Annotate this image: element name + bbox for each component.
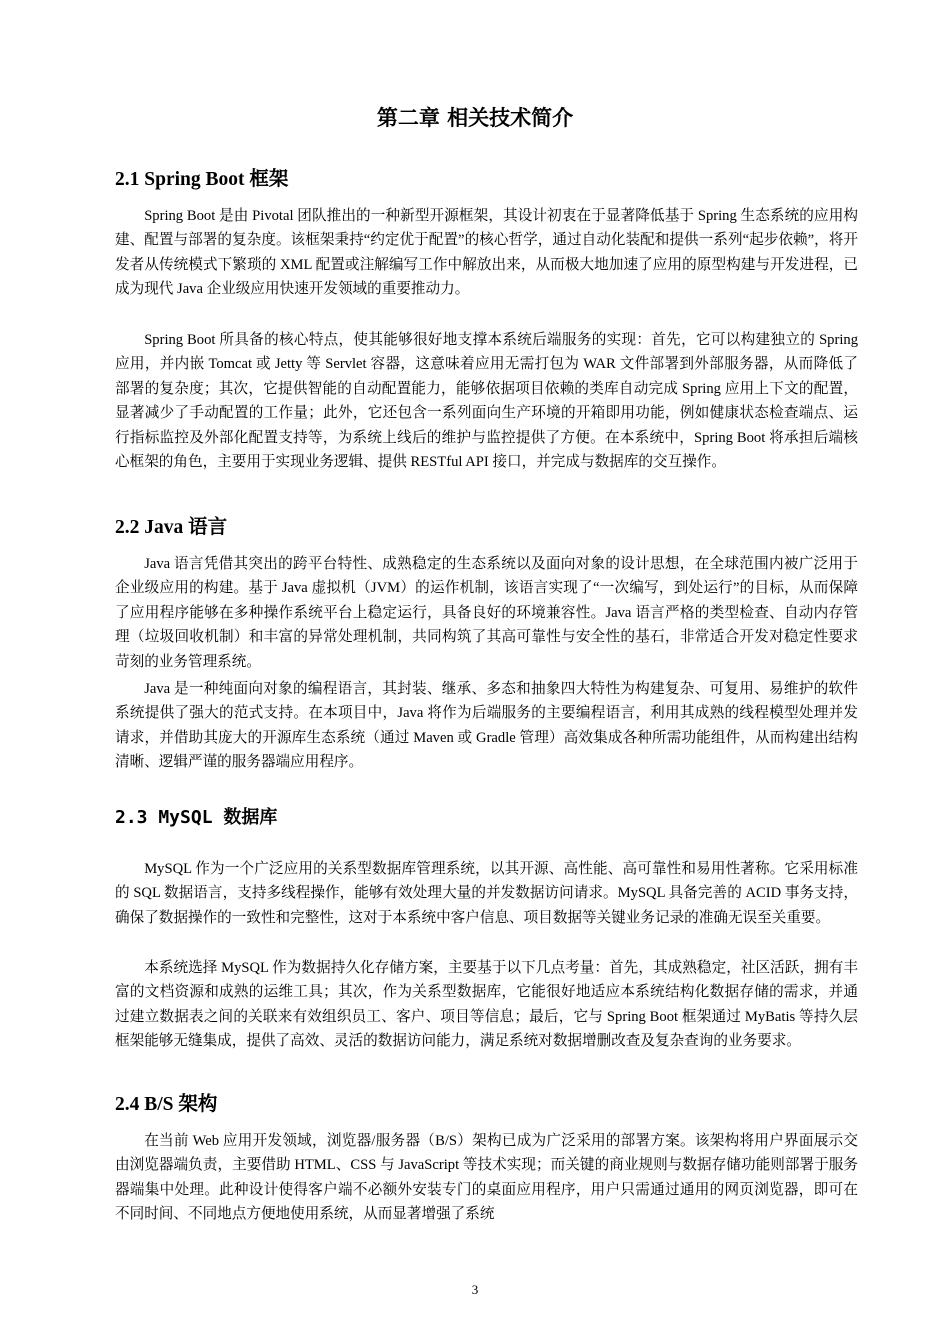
paragraph: Spring Boot 所具备的核心特点，使其能够很好地支撑本系统后端服务的实现：首先，它可以构建独立的 Spring 应用，并内嵌 Tomcat 或 Jetty 等 Servlet 容器，这意味着应用无需打包为 WAR 文件部署到外部服务器，从而降低了部署的复杂度；其次，它提供智能的自动配置能力，能够依据项目依赖的类库自动完成 Spring 应用上下文的配置，显著减少了手动配置的工作量；此外，它还包含一系列面向生产环境的开箱即用功能，例如健康状态检查端点、运行指标监控及外部化配置支持等，为系统上线后的维护与监控提供了方便。在本系统中，Spring Boot 将承担后端核心框架的角色，主要用于实现业务逻辑、提供 RESTful API 接口，并完成与数据库的交互操作。: [115, 332, 858, 471]
page-number: 3: [471, 1282, 479, 1297]
paragraph: MySQL 作为一个广泛应用的关系型数据库管理系统，以其开源、高性能、高可靠性和易用性著称。它采用标准的 SQL 数据语言，支持多线程操作，能够有效处理大量的并发数据访问请求。MySQL 具备完善的 ACID 事务支持，确保了数据操作的一致性和完整性，这对于本系统中客户信息、项目数据等关键业务记录的准确无误至关重要。: [115, 861, 858, 926]
paragraph: 本系统选择 MySQL 作为数据持久化存储方案，主要基于以下几点考量：首先，其成熟稳定，社区活跃，拥有丰富的文档资源和成熟的运维工具；其次，作为关系型数据库，它能很好地适应本系统结构化数据存储的需求，并通过建立数据表之间的关联来有效组织员工、客户、项目等信息；最后，它与 Spring Boot 框架通过 MyBatis 等持久层框架能够无缝集成，提供了高效、灵活的数据访问能力，满足系统对数据增删改查及复杂查询的业务要求。: [115, 960, 858, 1050]
section-heading-2-2: 2.2 Java 语言: [115, 517, 228, 538]
paragraph: Spring Boot 是由 Pivotal 团队推出的一种新型开源框架，其设计初衷在于显著降低基于 Spring 生态系统的应用构建、配置与部署的复杂度。该框架秉持“约定优于配置”的核心哲学，通过自动化装配和提供一系列“起步依赖”，将开发者从传统模式下繁琐的 XML 配置或注解编写工作中解放出来，从而极大地加速了应用的原型构建与开发进程，已成为现代 Java 企业级应用快速开发领域的重要推动力。: [115, 208, 858, 298]
section-heading-2-3: 2.3 MySQL 数据库: [115, 807, 278, 828]
paragraph: Java 语言凭借其突出的跨平台特性、成熟稳定的生态系统以及面向对象的设计思想，在全球范围内被广泛用于企业级应用的构建。基于 Java 虚拟机（JVM）的运作机制，该语言实现了“一次编写，到处运行”的目标，从而保障了应用程序能够在多种操作系统平台上稳定运行，具备良好的环境兼容性。Java 语言严格的类型检查、自动内存管理（垃圾回收机制）和丰富的异常处理机制，共同构筑了其高可靠性与安全性的基石，非常适合开发对稳定性要求苛刻的业务管理系统。: [115, 556, 858, 670]
section-heading-2-1: 2.1 Spring Boot 框架: [115, 169, 289, 190]
chapter-title: 第二章 相关技术简介: [376, 106, 574, 130]
section-heading-2-4: 2.4 B/S 架构: [115, 1094, 218, 1115]
paragraph: Java 是一种纯面向对象的编程语言，其封装、继承、多态和抽象四大特性为构建复杂、可复用、易维护的软件系统提供了强大的范式支持。在本项目中，Java 将作为后端服务的主要编程语言，利用其成熟的线程模型处理并发请求，并借助其庞大的开源库生态系统（通过 Maven 或 Gradle 管理）高效集成各种所需功能组件，从而构建出结构清晰、逻辑严谨的服务器端应用程序。: [115, 681, 858, 771]
paragraph: 在当前 Web 应用开发领域，浏览器/服务器（B/S）架构已成为广泛采用的部署方案。该架构将用户界面展示交由浏览器端负责，主要借助 HTML、CSS 与 JavaScript 等技术实现；而关键的商业规则与数据存储功能则部署于服务器端集中处理。此种设计使得客户端不必额外安装专门的桌面应用程序，用户只需通过通用的网页浏览器，即可在不同时间、不同地点方便地使用系统，从而显著增强了系统: [115, 1133, 858, 1223]
